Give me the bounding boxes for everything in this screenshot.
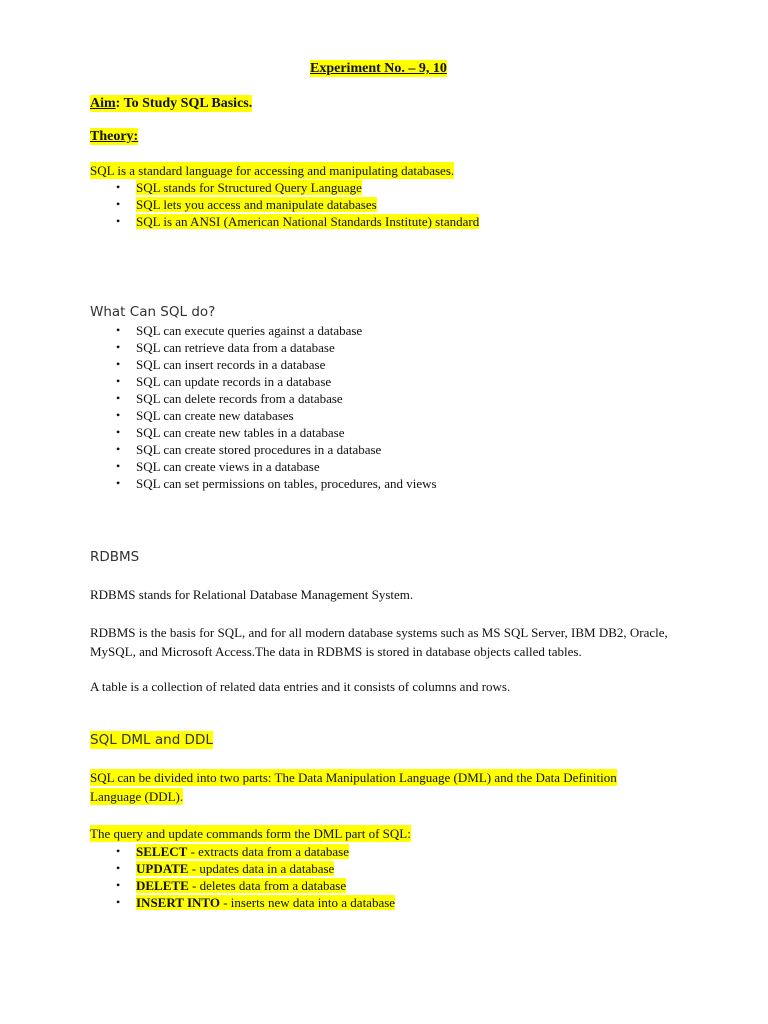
rdbms-heading: RDBMS bbox=[90, 549, 140, 565]
list-item: • SQL can execute queries against a database bbox=[116, 322, 437, 339]
list-item: • SQL can create new databases bbox=[116, 407, 437, 424]
list-item: • SQL can create stored procedures in a database bbox=[116, 441, 437, 458]
list-item: • SQL can delete records from a database bbox=[116, 390, 437, 407]
dml-paragraph-line-2: Language (DDL). bbox=[90, 789, 184, 804]
what-heading: What Can SQL do? bbox=[90, 304, 216, 320]
rdbms-paragraph-3: A table is a collection of related data entries and it consists of columns and rows. bbox=[90, 679, 511, 694]
command-name: INSERT INTO bbox=[136, 895, 220, 910]
command-desc: - inserts new data into a database bbox=[219, 895, 396, 910]
list-item: • SQL can create views in a database bbox=[116, 458, 437, 475]
list-item: • SQL stands for Structured Query Language bbox=[116, 179, 479, 196]
list-item: • SQL can insert records in a database bbox=[116, 356, 437, 373]
list-item: • SQL can update records in a database bbox=[116, 373, 437, 390]
dml-heading: SQL DML and DDL bbox=[90, 732, 213, 748]
dml-paragraph-2: The query and update commands form the DML part of SQL: bbox=[90, 826, 411, 841]
list-item bbox=[116, 843, 395, 860]
command-desc: - updates data in a database bbox=[188, 861, 335, 876]
list-item: • SQL is an ANSI (American National Standards Institute) standard bbox=[116, 213, 479, 230]
aim-text: : To Study SQL Basics. bbox=[115, 96, 253, 111]
list-item bbox=[116, 860, 395, 877]
dml-paragraph-line-1: SQL can be divided into two parts: The Data Manipulation Language (DML) and the Data Definition bbox=[90, 770, 617, 785]
list-item bbox=[116, 877, 395, 894]
what-bullet-list bbox=[116, 322, 437, 492]
list-item bbox=[116, 894, 395, 911]
list-item: • SQL lets you access and manipulate databases bbox=[116, 196, 479, 213]
theory-heading: Theory: bbox=[90, 129, 139, 144]
list-item: • SQL can set permissions on tables, procedures, and views bbox=[116, 475, 437, 492]
list-item: • SQL can create new tables in a database bbox=[116, 424, 437, 441]
aim-line bbox=[90, 95, 252, 112]
rdbms-paragraph-1: RDBMS stands for Relational Database Management System. bbox=[90, 587, 414, 602]
command-desc: - extracts data from a database bbox=[187, 844, 350, 859]
theory-intro: SQL is a standard language for accessing and manipulating databases. bbox=[90, 163, 455, 178]
command-name: DELETE bbox=[136, 878, 189, 893]
dml-bullet-list bbox=[116, 843, 395, 911]
rdbms-paragraph-2: RDBMS is the basis for SQL, and for all modern database systems such as MS SQL Server, IBM DB2, Oracle, MySQL, and Microsoft Access.The data in RDBMS is stored in database objects called tables. bbox=[90, 625, 668, 659]
page-title: Experiment No. – 9, 10 bbox=[310, 61, 447, 76]
theory-bullet-list bbox=[116, 179, 479, 230]
command-desc: - deletes data from a database bbox=[188, 878, 347, 893]
list-item: • SQL can retrieve data from a database bbox=[116, 339, 437, 356]
command-name: SELECT bbox=[136, 844, 188, 859]
command-name: UPDATE bbox=[136, 861, 189, 876]
aim-label: Aim bbox=[90, 96, 116, 111]
